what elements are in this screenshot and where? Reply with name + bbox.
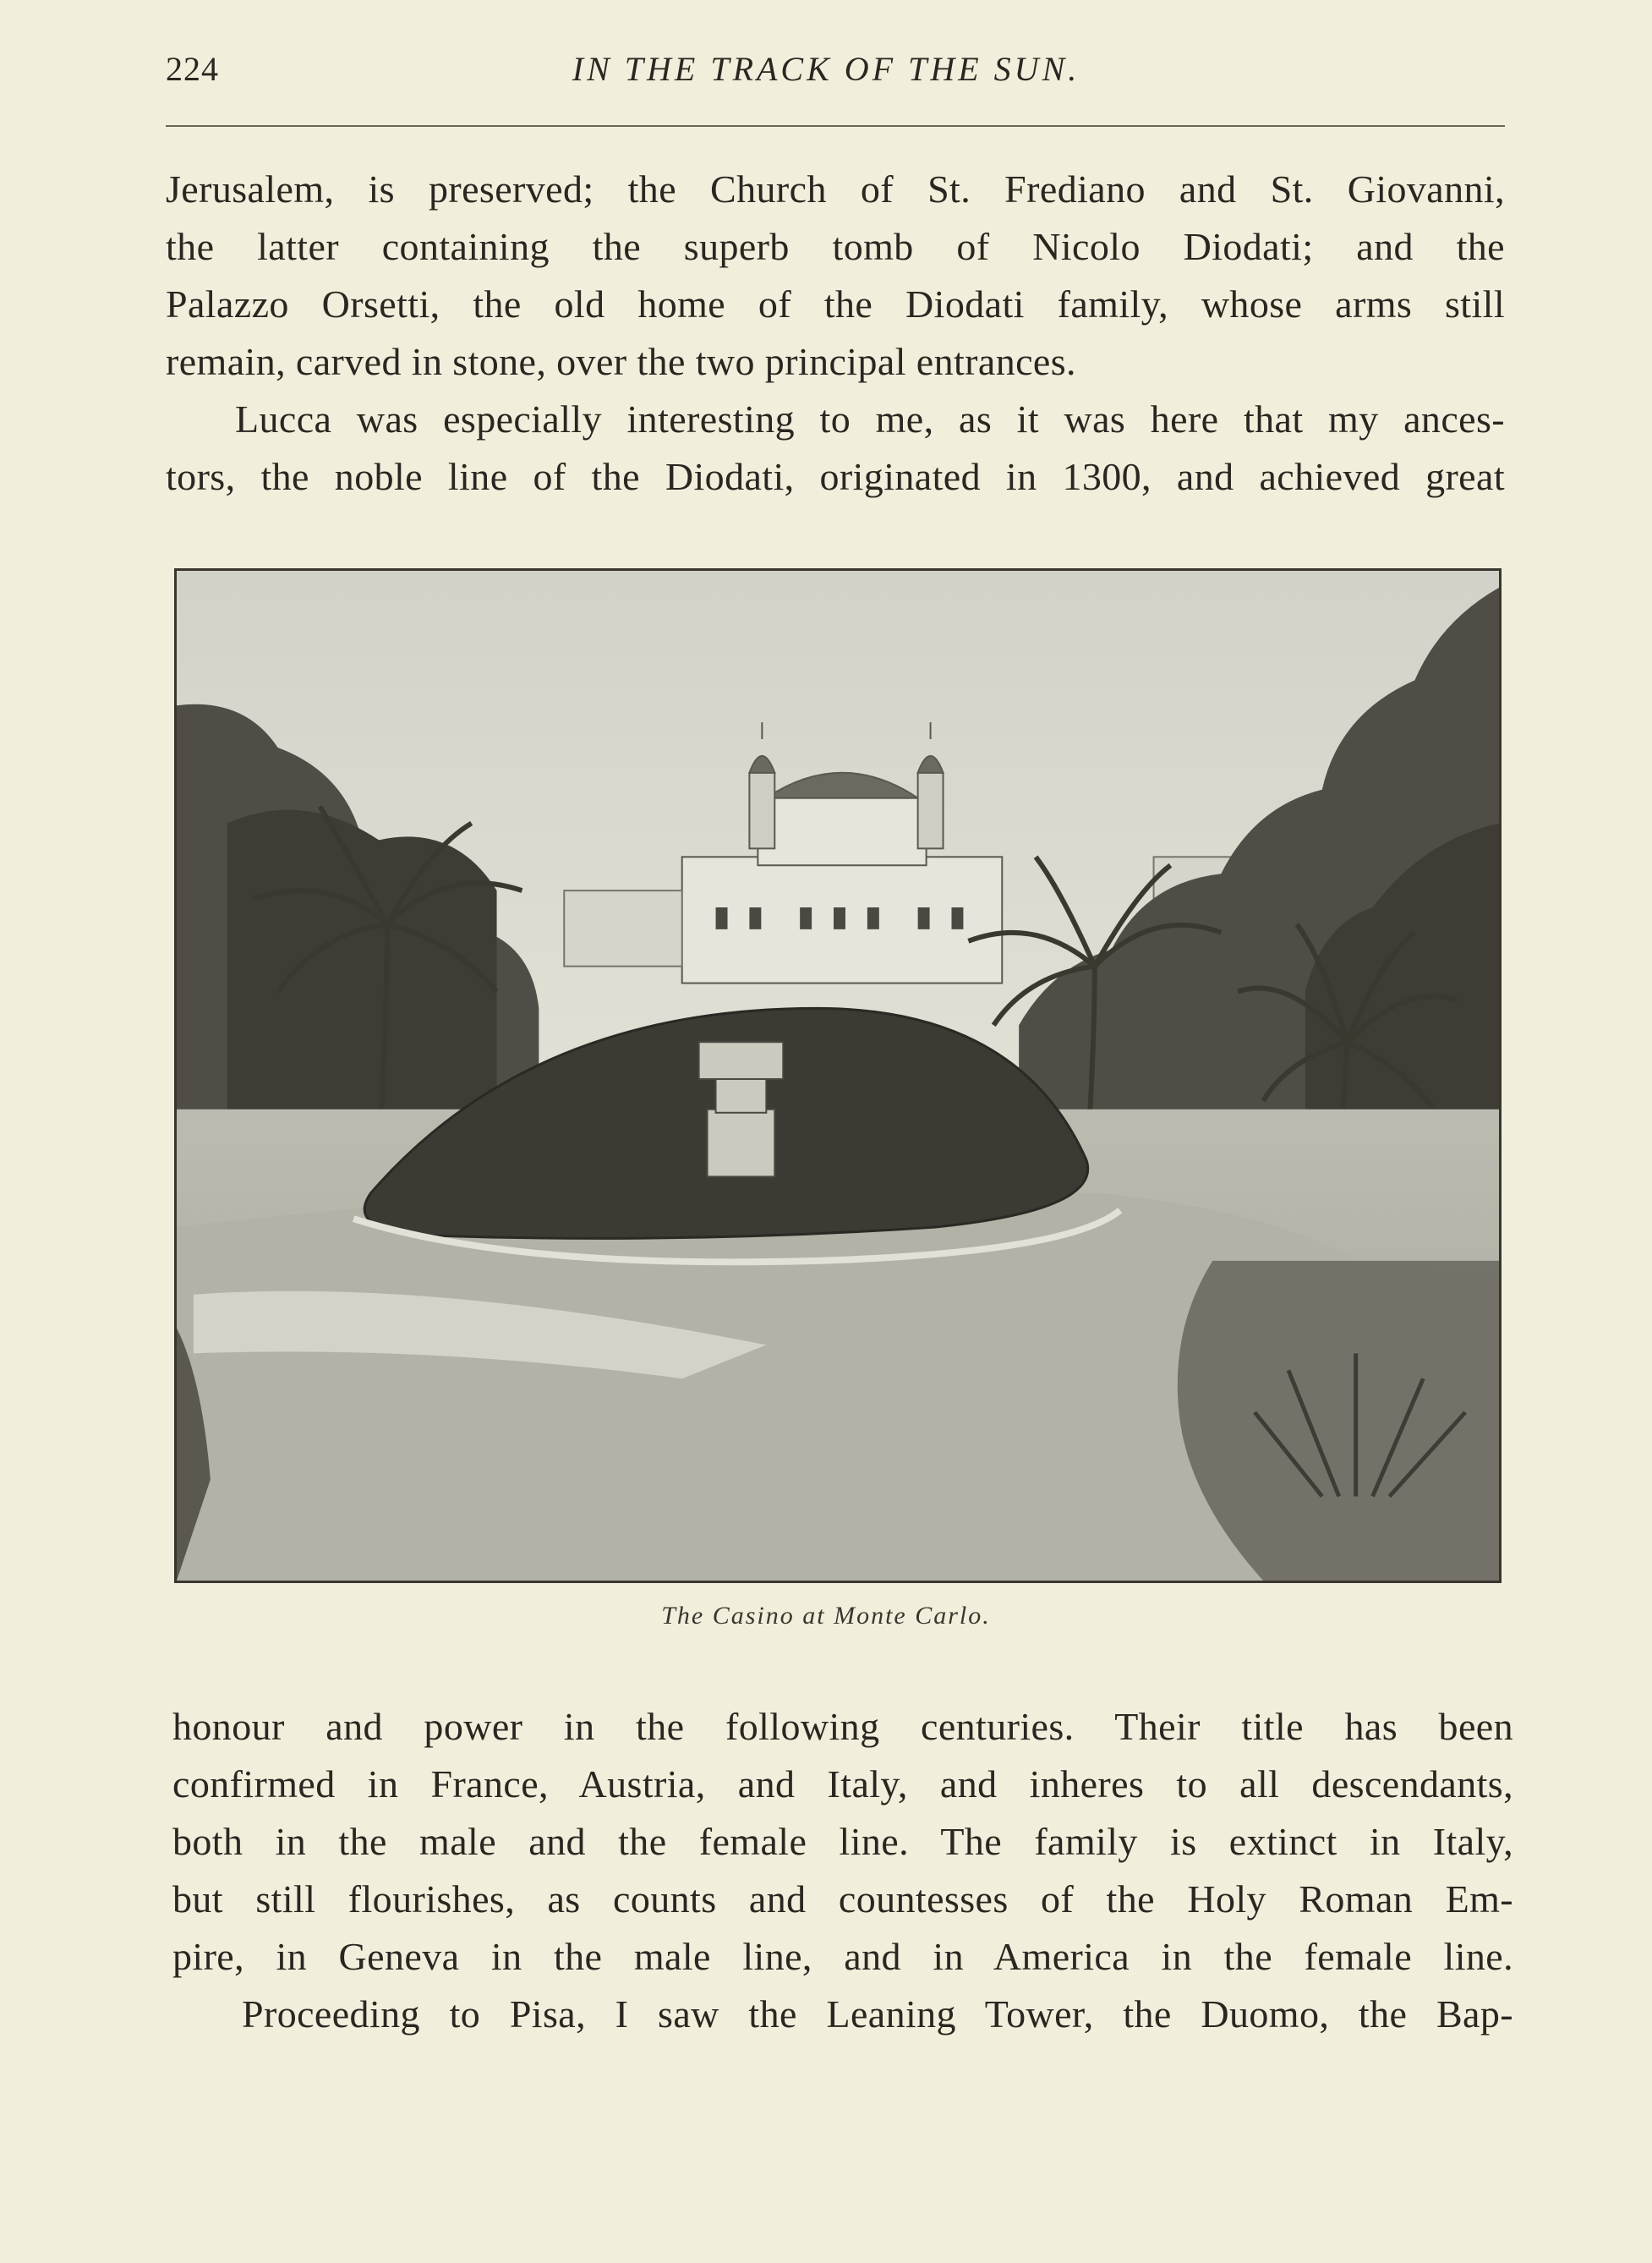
running-head: IN THE TRACK OF THE SUN. [572, 50, 1080, 88]
text-line: honour and power in the following centuries. Their title has been [172, 1705, 1513, 1748]
text-line: the latter containing the superb tomb of Nicolo Diodati; and the [166, 225, 1505, 268]
text-line: Lucca was especially interesting to me, as it was here that my ances- [235, 397, 1505, 441]
text-line: confirmed in France, Austria, and Italy, and inheres to all descendants, [172, 1762, 1513, 1805]
body-text-bottom [172, 1698, 1513, 2043]
casino-photo-illustration [177, 571, 1499, 1581]
body-text-top [166, 161, 1505, 506]
text-line: both in the male and the female line. The family is extinct in Italy, [172, 1820, 1513, 1863]
plate-caption: The Casino at Monte Carlo. [661, 1602, 991, 1630]
text-line: tors, the noble line of the Diodati, originated in 1300, and achieved great [166, 455, 1505, 498]
casino-photograph [174, 568, 1502, 1583]
text-line: remain, carved in stone, over the two principal entrances. [166, 340, 1076, 383]
text-line: pire, in Geneva in the male line, and in America in the female line. [172, 1935, 1513, 1978]
text-line: Proceeding to Pisa, I saw the Leaning Tower, the Duomo, the Bap- [242, 1992, 1513, 2036]
text-line: Palazzo Orsetti, the old home of the Diodati family, whose arms still [166, 282, 1505, 326]
fountain [699, 1042, 784, 1176]
text-line: but still flourishes, as counts and countesses of the Holy Roman Em- [172, 1877, 1513, 1921]
header-rule [166, 125, 1505, 127]
text-line: Jerusalem, is preserved; the Church of St. Frediano and St. Giovanni, [166, 167, 1505, 211]
page-number: 224 [166, 50, 219, 88]
